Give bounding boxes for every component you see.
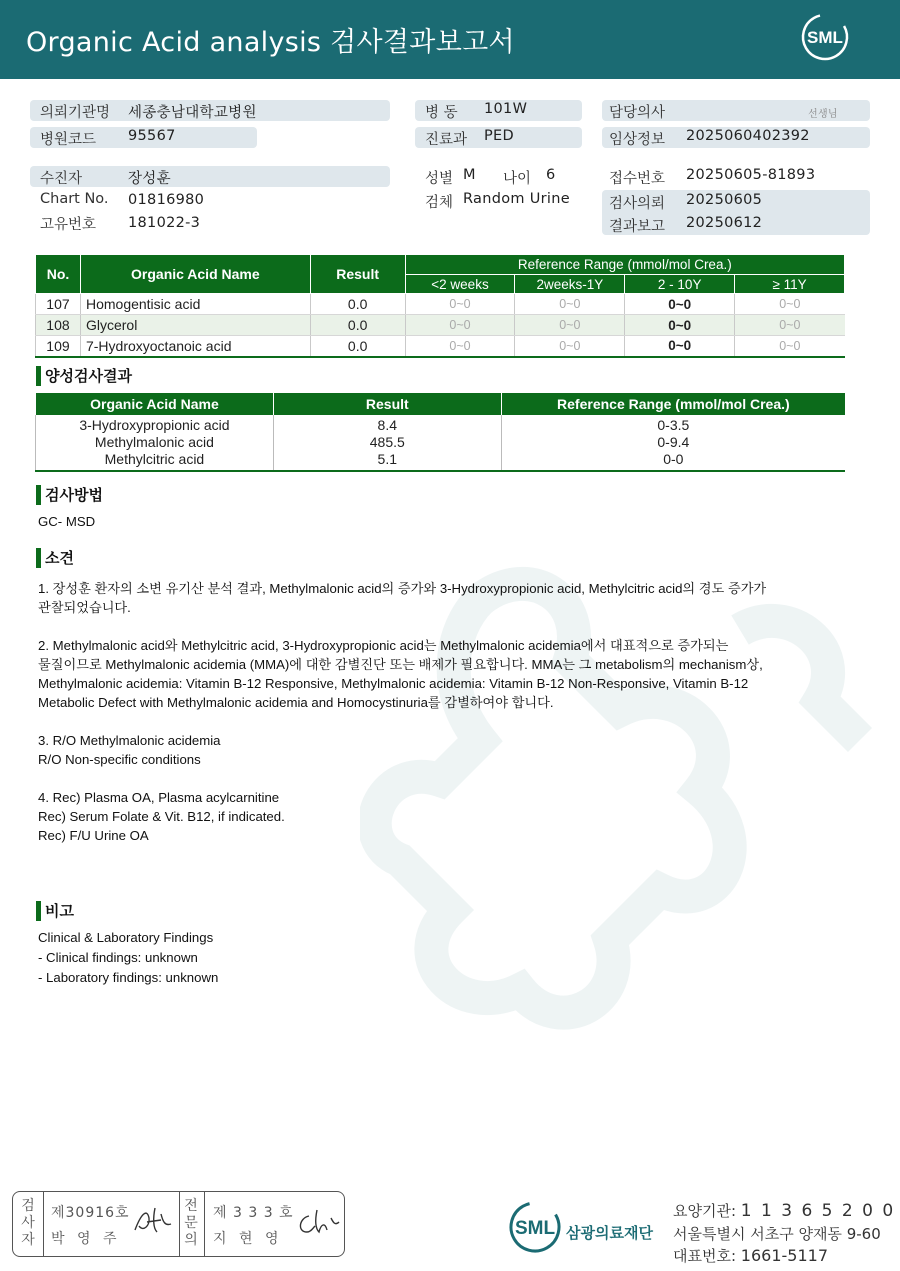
findings-line: Rec) Serum Folate & Vit. B12, if indicated. xyxy=(38,809,285,824)
row-ref-2: 0~0 xyxy=(625,336,735,357)
table-row xyxy=(36,451,846,471)
col-header-result: Result xyxy=(310,255,405,294)
patient-box xyxy=(30,166,390,187)
col-header-reference: Reference Range (mmol/mol Crea.) xyxy=(405,255,844,275)
row-no: 109 xyxy=(36,336,81,357)
signature-box xyxy=(12,1191,345,1257)
row-name: Glycerol xyxy=(80,315,310,336)
institution-label: 의뢰기관명 xyxy=(40,105,111,121)
row-ref-2: 0~0 xyxy=(625,315,735,336)
findings-line xyxy=(38,712,766,731)
age-value: 6 xyxy=(546,167,556,183)
report-header xyxy=(0,0,900,79)
institution-value: 세종충남대학교병원 xyxy=(128,105,257,121)
remarks-line: Clinical & Laboratory Findings xyxy=(38,930,214,945)
specimen-value: Random Urine xyxy=(463,191,570,207)
hospital-code-value: 95567 xyxy=(128,128,176,144)
report-date-label: 결과보고 xyxy=(609,219,666,235)
table-row xyxy=(36,315,845,336)
findings-line: R/O Non-specific conditions xyxy=(38,752,201,767)
col-header-ref-2: 2 - 10Y xyxy=(625,275,735,294)
table-row xyxy=(36,434,846,451)
method-text: GC- MSD xyxy=(38,514,96,529)
ward-label: 병 동 xyxy=(425,105,458,121)
row-ref-1: 0~0 xyxy=(515,294,625,315)
sml-footer-logo-icon xyxy=(508,1200,563,1255)
footer-address: 서울특별시 서초구 양재동 9-60 xyxy=(673,1225,881,1243)
pos-row-name: Methylcitric acid xyxy=(36,451,274,471)
remarks-section-title: 비고 xyxy=(36,901,74,921)
pos-row-name: 3-Hydroxypropionic acid xyxy=(36,415,274,434)
divider xyxy=(204,1192,205,1256)
row-ref-1: 0~0 xyxy=(515,315,625,336)
table-row xyxy=(36,415,846,434)
receipt-value: 20250605-81893 xyxy=(686,167,816,183)
findings-line: Metabolic Defect with Methylmalonic acidemia and Homocystinuria를 감별하여야 합니다. xyxy=(38,695,554,710)
pos-row-result: 8.4 xyxy=(273,415,501,434)
remarks-line: - Laboratory findings: unknown xyxy=(38,970,219,985)
col-header-ref-0: <2 weeks xyxy=(405,275,515,294)
row-result: 0.0 xyxy=(310,315,405,336)
findings-line xyxy=(38,617,766,636)
sex-value: M xyxy=(463,167,476,183)
specialist-signature-icon xyxy=(295,1206,341,1238)
remarks-text xyxy=(38,928,218,988)
findings-line: Methylmalonic acidemia: Vitamin B-12 Responsive, Methylmalonic acidemia: Vitamin B-12 Non-Responsive, Vitamin B-12 xyxy=(38,676,749,691)
row-no: 108 xyxy=(36,315,81,336)
patient-label: 수진자 xyxy=(40,171,83,187)
clinical-label: 임상정보 xyxy=(609,132,666,148)
chart-value: 01816980 xyxy=(128,192,205,208)
row-name: 7-Hydroxyoctanoic acid xyxy=(80,336,310,357)
positive-results-table xyxy=(35,393,845,472)
clinical-value: 2025060402392 xyxy=(686,128,810,144)
col-header-ref-1: 2weeks-1Y xyxy=(515,275,625,294)
request-label: 검사의뢰 xyxy=(609,196,666,212)
row-ref-3: 0~0 xyxy=(735,336,845,357)
row-result: 0.0 xyxy=(310,336,405,357)
row-ref-0: 0~0 xyxy=(405,315,515,336)
col-header-no: No. xyxy=(36,255,81,294)
findings-line: 4. Rec) Plasma OA, Plasma acylcarnitine xyxy=(38,790,280,805)
specialist-name: 지 현 영 xyxy=(213,1231,283,1247)
ward-value: 101W xyxy=(484,101,528,117)
row-name: Homogentisic acid xyxy=(80,294,310,315)
findings-line: 1. 장성훈 환자의 소변 유기산 분석 결과, Methylmalonic acid의 증가와 3-Hydroxypropionic acid, Methylcitric acid의 경도 증가가 xyxy=(38,581,767,596)
examiner-name: 박 영 주 xyxy=(51,1231,121,1247)
findings-line: 3. R/O Methylmalonic acidemia xyxy=(38,733,221,748)
pos-row-ref: 0-9.4 xyxy=(501,434,845,451)
findings-section-title: 소견 xyxy=(36,548,74,568)
pos-header-ref: Reference Range (mmol/mol Crea.) xyxy=(501,393,845,415)
row-result: 0.0 xyxy=(310,294,405,315)
col-header-ref-3: ≥ 11Y xyxy=(735,275,845,294)
findings-text xyxy=(38,579,766,845)
examiner-license: 제30916호 xyxy=(51,1205,130,1221)
row-ref-2: 0~0 xyxy=(625,294,735,315)
pos-header-result: Result xyxy=(273,393,501,415)
report-title: Organic Acid analysis 검사결과보고서 xyxy=(26,27,515,58)
footer-org-name: 삼광의료재단 xyxy=(566,1224,653,1242)
receipt-label: 접수번호 xyxy=(609,171,666,187)
row-no: 107 xyxy=(36,294,81,315)
findings-line xyxy=(38,769,766,788)
hospital-code-label: 병원코드 xyxy=(40,132,97,148)
table-row xyxy=(36,294,845,315)
report-date-value: 20250612 xyxy=(686,215,763,231)
row-ref-1: 0~0 xyxy=(515,336,625,357)
patient-value: 장성훈 xyxy=(128,171,171,187)
uid-label: 고유번호 xyxy=(40,217,97,233)
footer-phone: 대표번호: 1661-5117 xyxy=(673,1246,829,1265)
findings-line: 관찰되었습니다. xyxy=(38,600,131,615)
method-section-title: 검사방법 xyxy=(36,485,103,505)
svg-text:SML: SML xyxy=(807,28,843,47)
row-ref-0: 0~0 xyxy=(405,336,515,357)
remarks-line: - Clinical findings: unknown xyxy=(38,950,198,965)
pos-row-ref: 0-3.5 xyxy=(501,415,845,434)
specialist-vertical-label: 전 문 의 xyxy=(184,1198,198,1248)
svg-text:SML: SML xyxy=(514,1218,556,1239)
request-value: 20250605 xyxy=(686,192,763,208)
doctor-suffix: 선생님 xyxy=(808,109,838,120)
col-header-name: Organic Acid Name xyxy=(80,255,310,294)
organic-acid-table xyxy=(35,254,845,358)
uid-value: 181022-3 xyxy=(128,215,201,231)
positive-section-title: 양성검사결과 xyxy=(36,366,132,386)
sml-logo-icon xyxy=(800,12,850,62)
age-label: 나이 xyxy=(503,171,532,187)
dept-label: 진료과 xyxy=(425,132,468,148)
sex-label: 성별 xyxy=(425,171,454,187)
specialist-license: 제 3 3 3 호 xyxy=(213,1205,294,1221)
dept-value: PED xyxy=(484,128,514,144)
findings-line: 물질이므로 Methylmalonic acidemia (MMA)에 대한 감별진단 또는 배제가 필요합니다. MMA는 그 metabolism의 mechanism상, xyxy=(38,657,763,672)
examiner-signature-icon xyxy=(131,1204,175,1236)
findings-line: Rec) F/U Urine OA xyxy=(38,828,149,843)
doctor-label: 담당의사 xyxy=(609,105,666,121)
pos-row-ref: 0-0 xyxy=(501,451,845,471)
row-ref-3: 0~0 xyxy=(735,315,845,336)
footer-code: 요양기관: 1 1 3 6 5 2 0 0 xyxy=(673,1201,896,1221)
divider xyxy=(43,1192,44,1256)
table-row xyxy=(36,336,845,357)
chart-label: Chart No. xyxy=(40,191,109,207)
row-ref-0: 0~0 xyxy=(405,294,515,315)
row-ref-3: 0~0 xyxy=(735,294,845,315)
pos-row-name: Methylmalonic acid xyxy=(36,434,274,451)
specimen-label: 검체 xyxy=(425,195,454,211)
pos-row-result: 5.1 xyxy=(273,451,501,471)
pos-row-result: 485.5 xyxy=(273,434,501,451)
findings-line: 2. Methylmalonic acid와 Methylcitric acid, 3-Hydroxypropionic acid는 Methylmalonic acidemia에서 대표적으로 증가되는 xyxy=(38,638,729,653)
pos-header-name: Organic Acid Name xyxy=(36,393,274,415)
examiner-vertical-label: 검 사 자 xyxy=(21,1198,35,1248)
